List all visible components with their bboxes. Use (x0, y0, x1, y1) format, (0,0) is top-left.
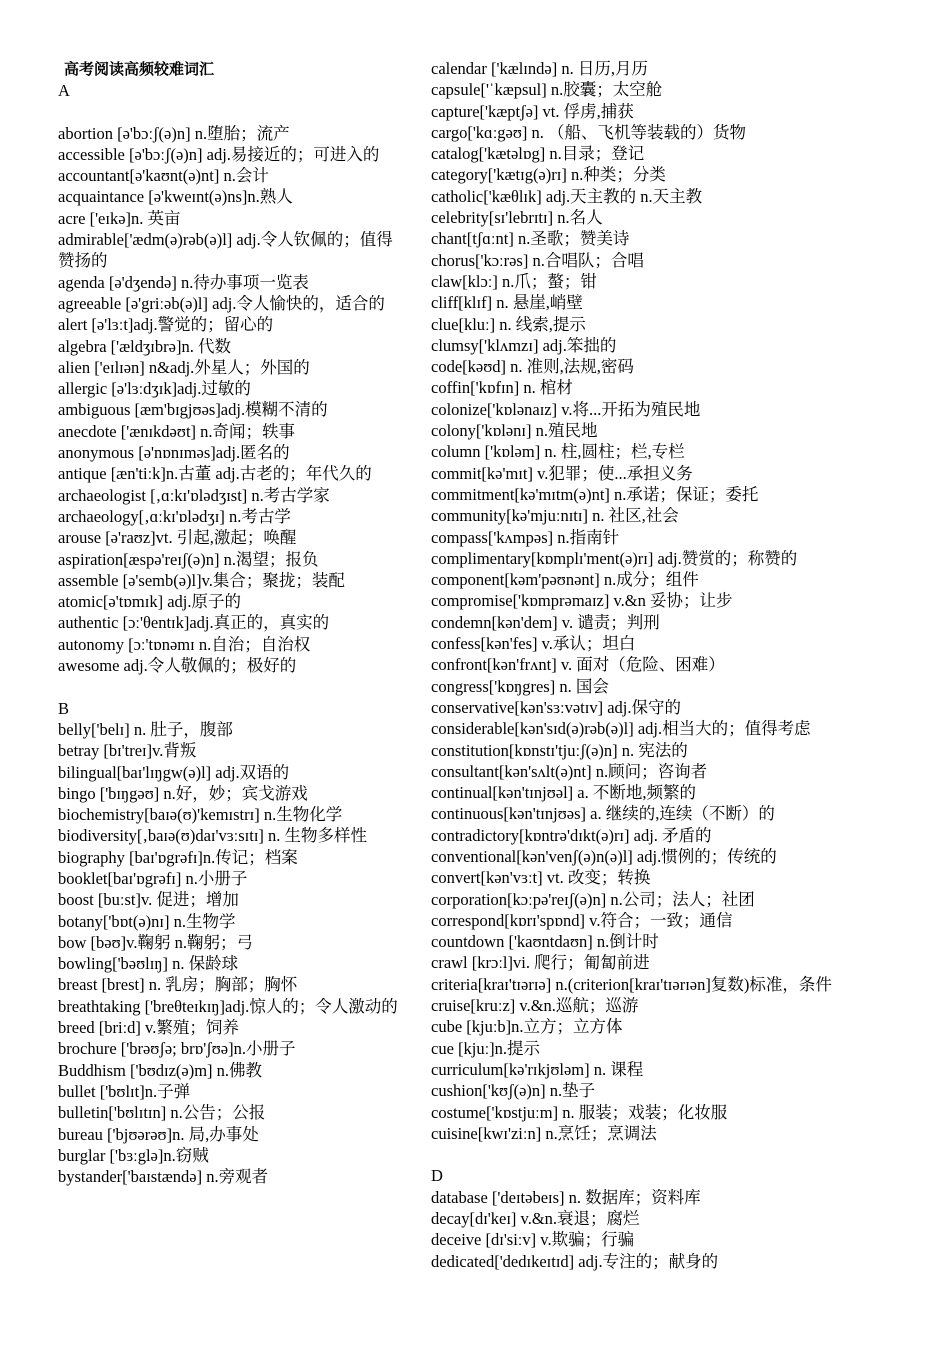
vocab-entry: cruise[kruːz] v.&n.巡航；巡游 (431, 996, 639, 1016)
vocab-entry: acquaintance [ə'kweɪnt(ə)ns]n.熟人 (58, 187, 293, 207)
vocab-entry: complimentary[kɒmplɪ'ment(ə)rɪ] adj.赞赏的；称赞的 (431, 548, 798, 568)
vocab-entry: calendar ['kælɪndə] n. 日历,月历 (431, 59, 648, 78)
vocab-entry: capsule['ˈkæpsul] n.胶囊；太空舱 (431, 80, 663, 100)
vocab-entry: aspiration[æspə'reɪʃ(ə)n] n.渴望；报负 (58, 549, 319, 569)
vocab-entry: coffin['kɒfɪn] n. 棺材 (431, 378, 573, 398)
vocab-entry: decay[dɪ'keɪ] v.&n.衰退；腐烂 (431, 1209, 640, 1229)
vocab-entry: catholic['kæθlɪk] adj.天主教的 n.天主教 (431, 186, 703, 206)
vocab-entry: acre ['eɪkə]n. 英亩 (58, 208, 181, 228)
left-column (58, 58, 408, 1187)
vocab-entry: bow [bəʊ]v.鞠躬 n.鞠躬；弓 (58, 932, 253, 952)
blank-line (58, 676, 408, 697)
section-letter-d: D (431, 1166, 443, 1186)
vocab-entry: chant[tʃɑːnt] n.圣歌；赞美诗 (431, 229, 630, 249)
vocab-entry: assemble [ə'semb(ə)l]v.集合；聚拢；装配 (58, 570, 345, 590)
vocab-entry: alert [ə'lɜːt]adj.警觉的；留心的 (58, 315, 274, 335)
vocab-entry: alien ['eɪlɪən] n&adj.外星人；外国的 (58, 357, 310, 377)
vocab-entry: clumsy['klʌmzɪ] adj.笨拙的 (431, 335, 617, 355)
vocab-entry: considerable[kən'sɪd(ə)rəb(ə)l] adj.相当大的；值得考虑 (431, 719, 811, 739)
vocab-entry: conventional[kən'venʃ(ə)n(ə)l] adj.惯例的；传统的 (431, 846, 777, 866)
vocab-entry: algebra ['ældʒɪbrə]n. 代数 (58, 336, 231, 356)
vocab-entry: celebrity[sɪ'lebrɪtɪ] n.名人 (431, 208, 603, 228)
vocab-entry: booklet[baɪ'ɒgrəfɪ] n.小册子 (58, 868, 248, 888)
vocab-entry: anonymous [ə'nɒnɪməs]adj.匿名的 (58, 443, 290, 463)
vocab-entry: catalog['kætəlɒg] n.目录；登记 (431, 144, 645, 164)
vocab-entry: betray [bɪ'treɪ]v.背叛 (58, 741, 197, 761)
section-d-list (431, 1187, 901, 1272)
vocab-entry: cuisine[kwɪ'ziːn] n.烹饪；烹调法 (431, 1123, 657, 1143)
vocab-entry: corporation[kɔːpə'reɪʃ(ə)n] n.公司；法人；社团 (431, 889, 755, 909)
vocab-entry: conservative[kən'sɜːvətɪv] adj.保守的 (431, 697, 681, 717)
vocab-entry: confront[kən'frʌnt] v. 面对（危险、困难） (431, 655, 725, 675)
vocab-entry: convert[kən'vɜːt] vt. 改变；转换 (431, 868, 651, 888)
vocab-entry: code[kəʊd] n. 准则,法规,密码 (431, 357, 634, 377)
vocab-entry: condemn[kən'dem] v. 谴责；判刑 (431, 612, 660, 632)
vocab-entry: costume['kɒstjuːm] n. 服装；戏装；化妆服 (431, 1102, 728, 1122)
vocab-entry: correspond[kɒrɪ'spɒnd] v.符合；一致；通信 (431, 910, 733, 930)
vocab-entry: contradictory[kɒntrə'dɪkt(ə)rɪ] adj. 矛盾的 (431, 825, 712, 845)
right-column (431, 58, 901, 1272)
vocab-entry: colonize['kɒlənaɪz] v.将...开拓为殖民地 (431, 399, 701, 419)
vocab-entry: breast [brest] n. 乳房；胸部；胸怀 (58, 975, 298, 995)
section-a-list (58, 123, 408, 677)
vocab-entry: burglar ['bɜːglə]n.窃贼 (58, 1145, 209, 1165)
vocab-entry: clue[kluː] n. 线索,提示 (431, 314, 586, 334)
vocab-entry: confess[kən'fes] v.承认；坦白 (431, 634, 636, 654)
vocab-entry: bingo ['bɪŋgəʊ] n.好，妙；宾戈游戏 (58, 783, 308, 803)
vocab-entry: commitment[kə'mɪtm(ə)nt] n.承诺；保证；委托 (431, 484, 759, 504)
vocab-entry: belly['belɪ] n. 肚子，腹部 (58, 719, 233, 739)
vocab-entry: compromise['kɒmprəmaɪz] v.&n 妥协；让步 (431, 591, 733, 611)
vocab-entry: admirable['ædm(ə)rəb(ə)l] adj.令人钦佩的；值得赞扬的 (58, 230, 393, 271)
vocab-entry: breed [briːd] v.繁殖；饲养 (58, 1018, 239, 1038)
section-c-list (431, 58, 901, 1144)
vocab-entry-cont: accountant[ə'kaʊnt(ə)nt] n.会计 (58, 166, 269, 186)
vocab-entry: countdown ['kaʊntdaʊn] n.倒计时 (431, 932, 659, 952)
vocab-entry: breathtaking ['breθteɪkɪŋ]adj.惊人的；令人激动的 (58, 996, 398, 1016)
vocab-entry: cue [kjuː]n.提示 (431, 1038, 541, 1058)
vocab-entry: boost [buːst]v. 促进；增加 (58, 890, 239, 910)
vocab-entry: antique [æn'tiːk]n.古董 adj.古老的；年代久的 (58, 464, 372, 484)
vocab-entry: autonomy [ɔː'tɒnəmɪ n.自治；自治权 (58, 634, 311, 654)
vocab-entry: Buddhism ['bʊdɪz(ə)m] n.佛教 (58, 1060, 263, 1080)
vocab-entry: commit[kə'mɪt] v.犯罪；使...承担义务 (431, 463, 693, 483)
vocab-entry: claw[klɔː] n.爪；螯；钳 (431, 271, 597, 291)
vocab-entry: component[kəm'pəʊnənt] n.成分；组件 (431, 570, 699, 590)
vocab-entry: bowling['bəʊlɪŋ] n. 保龄球 (58, 954, 239, 974)
vocab-entry: brochure ['brəʊʃə; brɒ'ʃʊə]n.小册子 (58, 1039, 296, 1059)
vocab-entry: cliff[klɪf] n. 悬崖,峭壁 (431, 293, 583, 313)
vocab-entry: category['kætɪg(ə)rɪ] n.种类；分类 (431, 165, 666, 185)
vocab-entry: botany['bɒt(ə)nɪ] n.生物学 (58, 911, 236, 931)
vocab-entry: congress['kɒŋgres] n. 国会 (431, 676, 609, 696)
vocab-entry: database ['deɪtəbeɪs] n. 数据库；资料库 (431, 1187, 701, 1207)
vocab-entry: bureau ['bjʊərəʊ]n. 局,办事处 (58, 1124, 259, 1144)
vocab-entry: bilingual[baɪ'lɪŋgw(ə)l] adj.双语的 (58, 762, 290, 782)
vocab-entry: constitution[kɒnstɪ'tjuːʃ(ə)n] n. 宪法的 (431, 740, 688, 760)
vocab-entry: community[kə'mjuːnɪtɪ] n. 社区,社会 (431, 506, 679, 526)
vocab-entry: capture['kæptʃə] vt. 俘虏,捕获 (431, 101, 634, 121)
vocab-entry: abortion [ə'bɔːʃ(ə)n] n.堕胎；流产 (58, 123, 290, 143)
section-b-list (58, 719, 408, 1188)
vocab-entry: agreeable [ə'griːəb(ə)l] adj.令人愉快的，适合的 (58, 293, 385, 313)
vocab-entry: consultant[kən'sʌlt(ə)nt] n.顾问；咨询者 (431, 761, 708, 781)
vocab-entry: colony['kɒlənɪ] n.殖民地 (431, 421, 598, 441)
vocab-entry: deceive [dɪ'siːv] v.欺骗；行骗 (431, 1230, 635, 1250)
vocab-entry: curriculum[kə'rɪkjʊləm] n. 课程 (431, 1059, 644, 1079)
vocab-entry: archaeologist [‚ɑːkɪ'ɒlədʒɪst] n.考古学家 (58, 485, 330, 505)
vocab-entry: dedicated['dedɪkeɪtɪd] adj.专注的；献身的 (431, 1251, 719, 1271)
vocab-entry: crawl [krɔːl]vi. 爬行；匍匐前进 (431, 953, 650, 973)
vocab-entry: cube [kjuːb]n.立方；立方体 (431, 1017, 623, 1037)
vocab-entry: biography [baɪ'ɒgrəfɪ]n.传记；档案 (58, 847, 298, 867)
vocab-entry: biodiversity[‚baɪə(ʊ)daɪ'vɜːsɪtɪ] n. 生物多样性 (58, 826, 368, 846)
vocab-entry: cushion['kʊʃ(ə)n] n.垫子 (431, 1081, 596, 1101)
vocab-entry: agenda [ə'dʒendə] n.待办事项一览表 (58, 272, 309, 292)
vocab-entry: arouse [ə'raʊz]vt. 引起,激起；唤醒 (58, 528, 297, 548)
vocab-entry: bullet ['bʊlɪt]n.子弹 (58, 1081, 191, 1101)
vocab-entry: bulletin['bʊlɪtɪn] n.公告；公报 (58, 1103, 266, 1123)
vocab-entry: continuous[kən'tɪnjʊəs] a. 继续的,连续（不断）的 (431, 804, 775, 824)
vocab-entry: atomic[ə'tɒmɪk] adj.原子的 (58, 592, 241, 612)
vocab-entry: continual[kən'tɪnjʊəl] a. 不断地,频繁的 (431, 783, 696, 803)
vocab-entry: archaeology[‚ɑːkɪ'ɒlədʒɪ] n.考古学 (58, 506, 291, 526)
vocab-entry: column ['kɒləm] n. 柱,圆柱；栏,专栏 (431, 442, 685, 462)
blank-line (58, 101, 408, 122)
vocab-entry: accessible [ə'bɔːʃ(ə)n] adj.易接近的；可进入的 (58, 144, 380, 164)
vocab-entry: chorus['kɔːrəs] n.合唱队；合唱 (431, 250, 644, 270)
vocab-entry: ambiguous [æm'bɪgjʊəs]adj.模糊不清的 (58, 400, 328, 420)
vocab-entry: criteria[kraɪ'tɪərɪə] n.(criterion[kraɪ'tɪərɪən]复数)标准，条件 (431, 974, 832, 994)
vocab-entry: authentic [ɔː'θentɪk]adj.真正的，真实的 (58, 613, 330, 633)
document-title: 高考阅读高频较难词汇 (64, 60, 215, 78)
section-letter-a: A (58, 81, 70, 100)
vocab-entry: bystander['baɪstændə] n.旁观者 (58, 1167, 269, 1187)
vocab-entry: awesome adj.令人敬佩的；极好的 (58, 656, 297, 676)
vocab-entry: biochemistry[baɪə(ʊ)'kemɪstrɪ] n.生物化学 (58, 805, 343, 825)
blank-line (431, 1144, 901, 1165)
vocab-entry: cargo['kɑːgəʊ] n. （船、飞机等装载的）货物 (431, 122, 747, 142)
section-letter-b: B (58, 698, 70, 718)
vocab-entry: anecdote ['ænɪkdəʊt] n.奇闻；轶事 (58, 421, 296, 441)
vocab-entry: allergic [ə'lɜːdʒɪk]adj.过敏的 (58, 379, 251, 399)
vocab-entry: compass['kʌmpəs] n.指南针 (431, 527, 620, 547)
